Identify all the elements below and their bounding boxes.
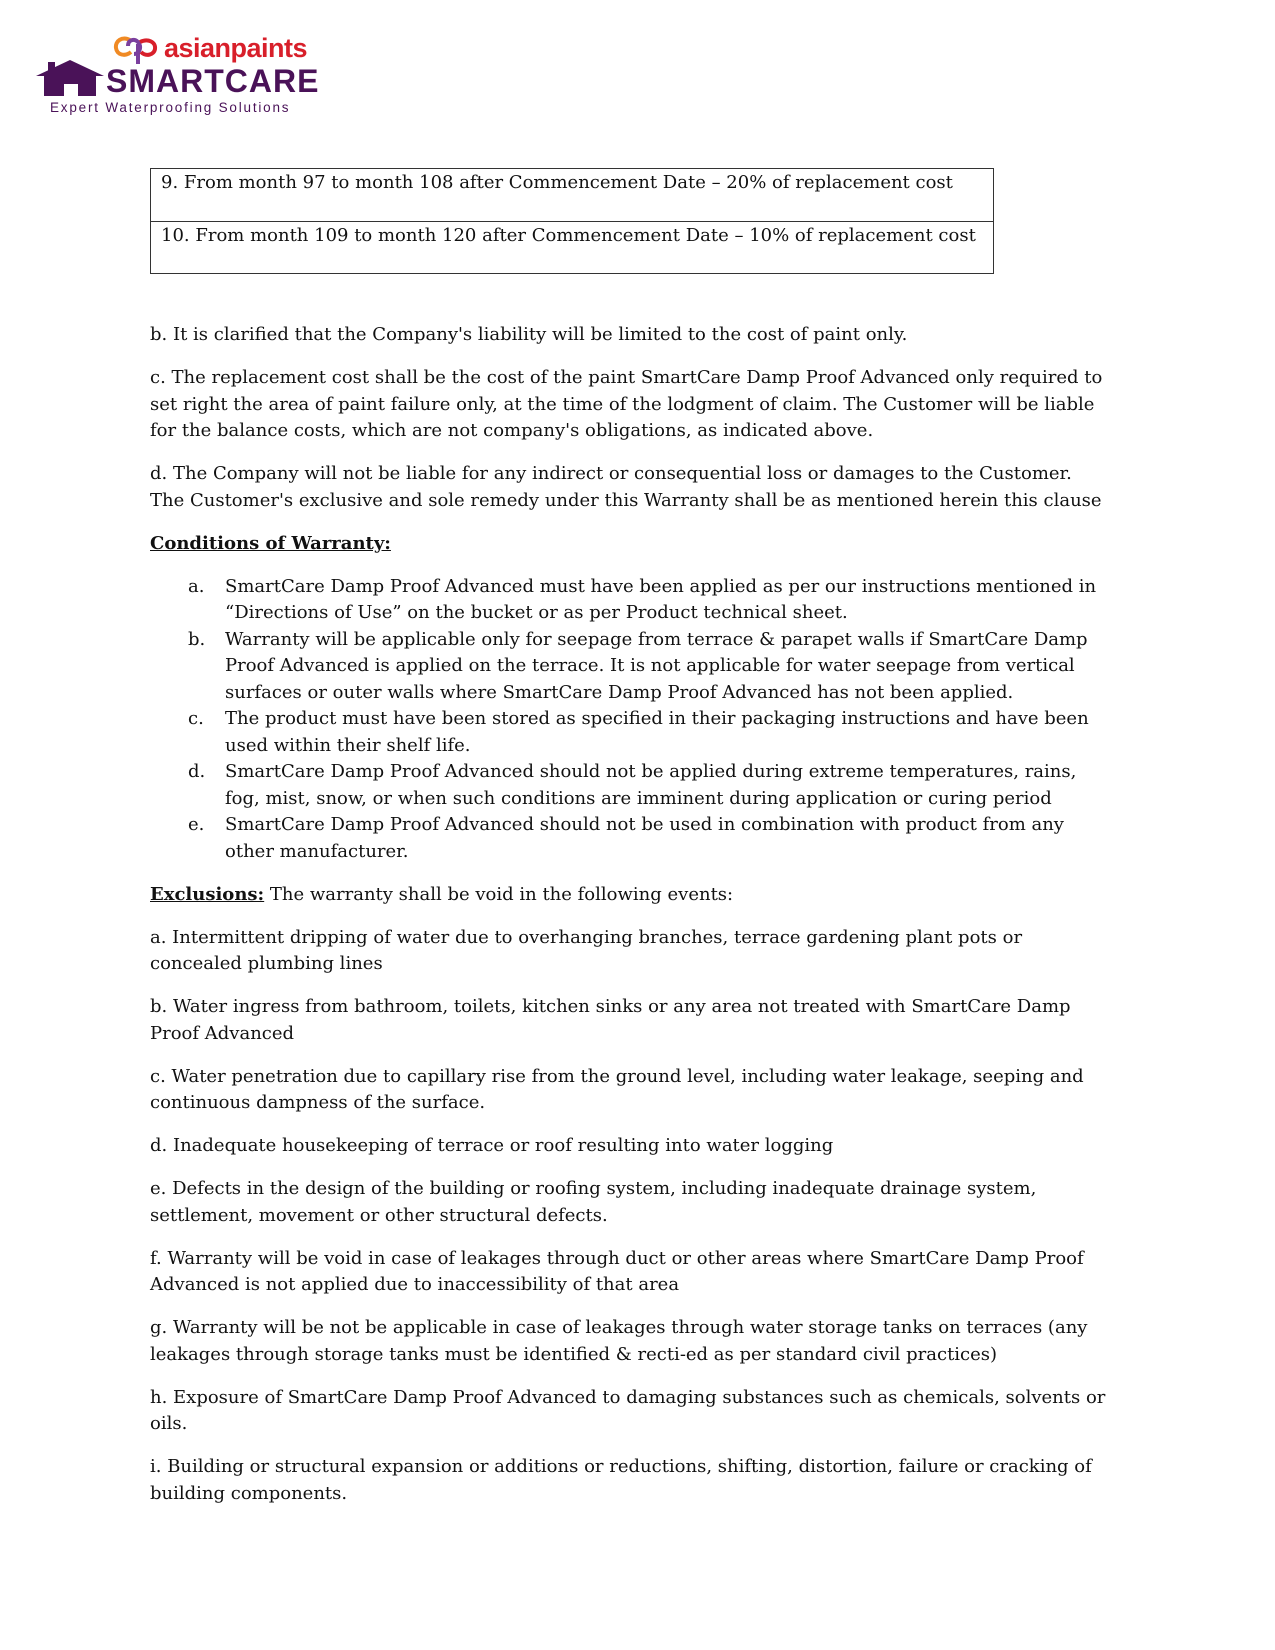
replacement-cost-table: [150, 168, 994, 274]
list-item: [150, 759, 1110, 812]
list-item: [150, 574, 1110, 627]
list-item-text: The product must have been stored as specified in their packaging instructions and have been used within their shelf life.: [225, 708, 1089, 756]
tagline: Expert Waterproofing Solutions: [50, 100, 291, 115]
table-row: 10. From month 109 to month 120 after Commencement Date – 10% of replacement cost: [151, 221, 993, 273]
product-name: SMARTCARE: [106, 63, 320, 99]
list-marker: c.: [188, 708, 204, 729]
house-icon: [34, 58, 106, 98]
list-marker: a.: [188, 575, 205, 597]
exclusion-item: d. Inadequate housekeeping of terrace or roof resulting into water logging: [150, 1135, 834, 1156]
exclusion-item: g. Warranty will be not be applicable in case of leakages through water storage tanks on terraces (any leakages through storage tanks must be identified & recti-ed as per standard civil practices): [150, 1317, 1088, 1365]
table-row: 9. From month 97 to month 108 after Commencement Date – 20% of replacement cost: [161, 172, 953, 193]
list-marker: e.: [188, 814, 205, 835]
exclusion-item: h. Exposure of SmartCare Damp Proof Advanced to damaging substances such as chemicals, solvents or oils.: [150, 1386, 1106, 1434]
list-item-text: SmartCare Damp Proof Advanced should not be applied during extreme temperatures, rains, fog, mist, snow, or when such conditions are imminent during application or curing period: [225, 761, 1077, 809]
list-item-text: Warranty will be applicable only for seepage from terrace & parapet walls if SmartCare Damp Proof Advanced is applied on the terrace. It is not applicable for water seepage from vertical surfaces or outer walls where SmartCare Damp Proof Advanced has not been applied.: [225, 628, 1088, 703]
list-item: [150, 812, 1110, 865]
list-marker: d.: [188, 761, 206, 782]
conditions-heading: [150, 531, 1110, 558]
exclusion-item: c. Water penetration due to capillary rise from the ground level, including water leakage, seeping and continuous dampness of the surface.: [150, 1065, 1084, 1113]
exclusion-item: f. Warranty will be void in case of leakages through duct or other areas where SmartCare Damp Proof Advanced is not applied due to inaccessibility of that area: [150, 1247, 1084, 1295]
list-item: [150, 627, 1110, 707]
brand-mark: [112, 28, 307, 68]
conditions-list: [150, 574, 1110, 866]
exclusions-heading: [150, 882, 1110, 909]
company-logo: [34, 28, 334, 118]
list-item-text: SmartCare Damp Proof Advanced should not be used in combination with product from any other manufacturer.: [225, 814, 1064, 862]
exclusion-item: i. Building or structural expansion or additions or reductions, shifting, distortion, failure or cracking of building components.: [150, 1456, 1092, 1504]
clause-d: d. The Company will not be liable for any indirect or consequential loss or damages to the Customer. The Customer's exclusive and sole remedy under this Warranty shall be as mentioned herein this clause: [150, 463, 1102, 511]
exclusion-item: e. Defects in the design of the building or roofing system, including inadequate drainage system, settlement, movement or other structural defects.: [150, 1178, 1037, 1226]
clause-c: c. The replacement cost shall be the cost of the paint SmartCare Damp Proof Advanced only required to set right the area of paint failure only, at the time of the lodgment of claim. The Customer will be liable for the balance costs, which are not company's obligations, as indicated above.: [150, 367, 1103, 441]
exclusion-item: a. Intermittent dripping of water due to overhanging branches, terrace gardening plant pots or concealed plumbing lines: [150, 926, 1023, 974]
list-item-text: SmartCare Damp Proof Advanced must have been applied as per our instructions mentioned in “Directions of Use” on the bucket or as per Product technical sheet.: [225, 575, 1097, 623]
brand-name: asianpaints: [164, 32, 308, 63]
exclusions-intro: The warranty shall be void in the following events:: [264, 883, 734, 905]
clause-b: b. It is clarified that the Company's liability will be limited to the cost of paint only.: [150, 324, 908, 345]
conditions-heading-text: Conditions of Warranty:: [150, 532, 391, 554]
list-item: [150, 706, 1110, 759]
list-marker: b.: [188, 628, 206, 650]
exclusion-item: b. Water ingress from bathroom, toilets, kitchen sinks or any area not treated with SmartCare Damp Proof Advanced: [150, 996, 1071, 1044]
document-body: [150, 168, 1110, 1524]
asianpaints-ap-icon: [112, 30, 160, 66]
exclusions-heading-text: Exclusions:: [150, 883, 265, 905]
